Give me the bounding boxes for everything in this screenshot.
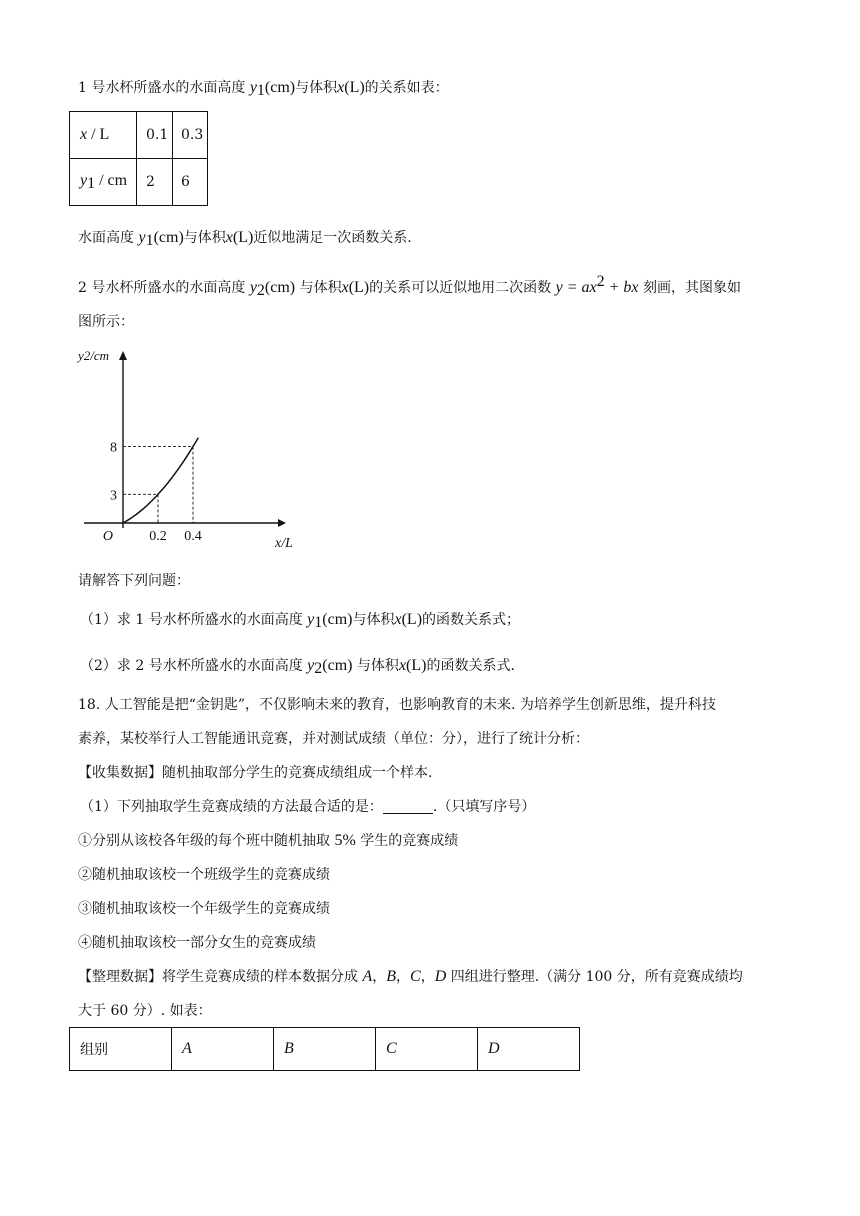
group-table	[69, 1027, 580, 1071]
y-tick-label: 3	[110, 488, 117, 504]
problem-18-line1: 18. 人工智能是把“金钥匙”，不仅影响未来的教育，也影响教育的未来. 为培养学生创新思维，提升科技	[78, 697, 716, 713]
quadratic-statement: 2 号水杯所盛水的水面高度 $y_2(cm)$ 与体积x(L)的关系可以近似地用二次函数 $y = ax^2$ + bx 刻画，其图象如	[78, 273, 741, 299]
organize-data: 【整理数据】将学生竞赛成绩的样本数据分成 A，B，C，D 四组进行整理.（满分 100 分，所有竞赛成绩均	[78, 968, 743, 985]
table-row	[70, 112, 208, 159]
table-cell: 组别	[70, 1028, 172, 1071]
option-4: ④随机抽取该校一部分女生的竞赛成绩	[78, 935, 316, 951]
table-row	[70, 159, 208, 206]
option-1: ①分别从该校各年级的每个班中随机抽取 5% 学生的竞赛成绩	[78, 832, 459, 849]
question-2: （2）求 2 号水杯所盛水的水面高度 $y_2(cm)$ 与体积x(L)的函数关系式.	[80, 657, 515, 677]
option-3: ③随机抽取该校一个年级学生的竞赛成绩	[78, 901, 330, 917]
linear-statement: 水面高度 $y_1(cm)$与体积x(L)近似地满足一次函数关系.	[78, 229, 412, 249]
cup1-table	[69, 111, 208, 206]
chart-guides	[123, 447, 193, 523]
y-axis-label: y2/cm	[78, 348, 110, 363]
sub-question-1: （1）下列抽取学生竞赛成绩的方法最合适的是： .（只填写序号）	[80, 799, 536, 815]
figure-caption: 图所示：	[78, 314, 134, 330]
series-curve	[123, 438, 198, 523]
x-axis-label: x/L	[275, 536, 293, 551]
table-cell: $y_1$ / cm	[70, 159, 137, 206]
problem-18-line2: 素养，某校举行人工智能通讯竞赛，并对测试成绩（单位：分），进行了统计分析：	[78, 731, 589, 747]
origin-label: O	[102, 529, 113, 544]
table-cell: 0.3	[173, 112, 208, 159]
table-cell: A	[172, 1028, 274, 1071]
answer-blank[interactable]	[383, 799, 433, 814]
y-axis-arrow	[119, 351, 127, 360]
table-cell: 0.1	[137, 112, 173, 159]
chart-labels	[76, 348, 293, 551]
table-cell: D	[478, 1028, 580, 1071]
table-row	[70, 1028, 580, 1071]
y-tick-label: 8	[110, 440, 117, 456]
chart-series	[123, 438, 198, 523]
x-tick-label: 0.2	[149, 529, 167, 544]
table-cell: x / L	[70, 112, 137, 159]
table-intro: 1 号水杯所盛水的水面高度 $y_1(cm)$与体积x(L)的关系如表：	[78, 79, 449, 99]
table-cell: C	[376, 1028, 478, 1071]
organize-data-line2: 大于 60 分）. 如表：	[78, 1003, 212, 1019]
x-tick-label: 0.4	[184, 529, 202, 544]
x-axis-arrow	[278, 519, 286, 527]
option-2: ②随机抽取该校一个班级学生的竞赛成绩	[78, 867, 330, 883]
question-1: （1）求 1 号水杯所盛水的水面高度 $y_1(cm)$与体积x(L)的函数关系式；	[80, 611, 521, 631]
collect-data: 【收集数据】随机抽取部分学生的竞赛成绩组成一个样本.	[78, 765, 433, 781]
table-cell: B	[274, 1028, 376, 1071]
quadratic-graph	[70, 340, 310, 560]
table-cell: 6	[173, 159, 208, 206]
question-intro: 请解答下列问题：	[78, 573, 190, 589]
table-cell: 2	[137, 159, 173, 206]
